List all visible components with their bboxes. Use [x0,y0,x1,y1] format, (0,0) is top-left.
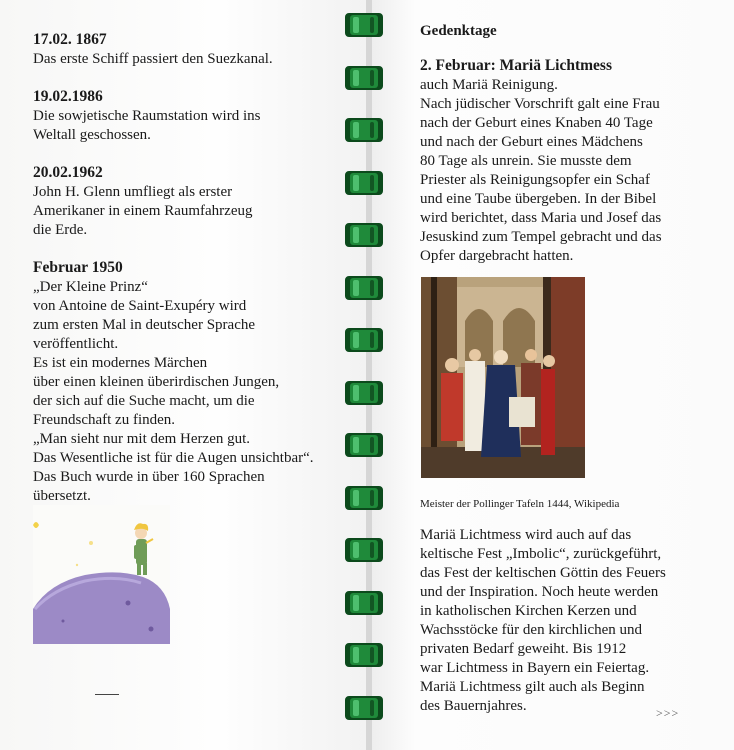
binding-ring [344,8,384,42]
right-column [420,21,720,266]
spiral-binding [344,0,390,750]
binding-ring [344,61,384,95]
binding-ring [344,218,384,252]
history-entry [33,258,353,506]
entry-date: 19.02.1986 [33,88,103,105]
little-prince-illustration [33,505,170,644]
binding-ring [344,271,384,305]
history-entry [33,163,353,240]
binding-ring [344,428,384,462]
entry-text: „Der Kleine Prinz“ von Antoine de Saint-Exupéry wird zum ersten Mal in deutscher Sprache veröffentlicht. Es ist ein modernes Märchen über einen kleinen überirdischen Jungen, der sich auf die Suche macht, um die Freundschaft zu finden. „Man sieht nur mit dem Herzen gut. Das Wesentliche ist für die Augen unsichtbar“. Das Buch wurde in über 160 Sprachen übersetzt. [33,279,314,504]
binding-ring [344,638,384,672]
entry-date: 17.02. 1867 [33,31,107,48]
little-prince-drawing [33,505,170,644]
feast-title: 2. Februar: Mariä Lichtmess [420,57,612,74]
history-entry [33,30,353,69]
left-column [33,30,353,524]
presentation-painting [421,277,585,478]
entry-date: 20.02.1962 [33,164,103,181]
page-divider [95,694,119,695]
binding-ring [344,691,384,725]
binding-ring [344,323,384,357]
feast-description: auch Mariä Reinigung. Nach jüdischer Vorschrift galt eine Frau nach der Geburt eines Knaben 40 Tage und nach der Geburt eines Mädchens 80 Tage als unrein. Sie musste dem Priester als Reinigungsopfer ein Schaf und eine Taube übergeben. In der Bibel wird berichtet, dass Maria und Josef das Jesuskind zum Tempel gebracht und das Opfer dargebracht hatten. [420,77,662,264]
continue-marker: >>> [656,706,680,720]
entry-date: Februar 1950 [33,259,123,276]
entry-text: Die sowjetische Raumstation wird ins Weltall geschossen. [33,108,261,143]
history-entry [33,87,353,145]
entry-text: Das erste Schiff passiert den Suezkanal. [33,51,273,67]
binding-ring [344,376,384,410]
section-title: Gedenktage [420,23,497,39]
binding-ring [344,166,384,200]
binding-ring [344,481,384,515]
painting-image [421,277,585,478]
imbolc-text: Mariä Lichtmess wird auch auf das keltische Fest „Imbolic“, zurückgeführt, das Fest der keltischen Göttin des Feuers und der Inspiration. Noch heute werden in katholischen Kirchen Kerzen und Wachsstöcke für den kirchlichen und privaten Bedarf geweiht. Bis 1912 war Lichtmess in Bayern ein Feiertag. Mariä Lichtmess gilt auch als Beginn des Bauernjahres. [420,527,666,714]
binding-ring [344,586,384,620]
entry-text: John H. Glenn umfliegt als erster Amerikaner in einem Raumfahrzeug die Erde. [33,184,253,238]
binding-ring [344,533,384,567]
image-caption: Meister der Pollinger Tafeln 1444, Wikipedia [420,498,620,510]
binding-ring [344,113,384,147]
